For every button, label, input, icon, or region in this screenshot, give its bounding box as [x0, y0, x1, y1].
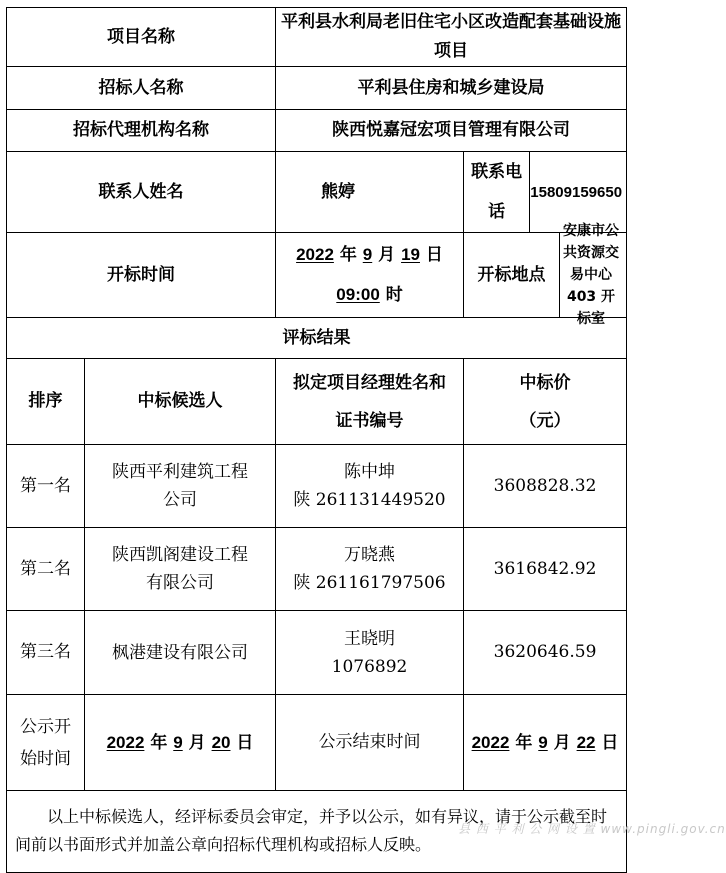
header-manager-line1: 拟定项目经理姓名和 — [293, 372, 446, 393]
project-name: 平利县水利局老旧住宅小区改造配套基础设施项目 — [276, 8, 627, 67]
candidate-price: 3608828.32 — [464, 445, 627, 528]
company-line2: 有限公司 — [146, 573, 214, 593]
header-price-line2: （元） — [519, 410, 571, 431]
company-line2: 公司 — [163, 490, 197, 510]
opening-place: 安康市公共资源交易中心 403 开标室 — [563, 223, 620, 327]
tenderer-name: 平利县住房和城乡建设局 — [276, 67, 627, 110]
site-watermark: 县 西 平 利 公 网 设 置 www.pingli.gov.cn — [458, 822, 726, 836]
publicity-start-date — [85, 695, 276, 791]
day-unit: 日 — [236, 732, 254, 753]
agency-label: 招标代理机构名称 — [7, 110, 276, 152]
day-unit: 日 — [425, 245, 443, 265]
manager-name: 万晓燕 — [344, 545, 395, 565]
tenderer-label: 招标人名称 — [7, 67, 276, 110]
project-row — [7, 8, 627, 67]
header-candidate: 中标候选人 — [85, 359, 276, 445]
month-unit: 月 — [378, 245, 396, 265]
header-manager-line2: 证书编号 — [335, 410, 404, 431]
candidate-row — [7, 611, 627, 695]
month-unit: 月 — [188, 732, 206, 753]
agency-row — [7, 110, 627, 152]
publicity-start-label-line2: 始时间 — [20, 748, 71, 769]
candidate-price: 3620646.59 — [464, 611, 627, 695]
publicity-end-date — [464, 695, 627, 791]
manager-cert: 陕 261131449520 — [293, 490, 446, 510]
header-price — [464, 359, 627, 445]
publicity-start-label-line1: 公示开 — [20, 716, 71, 737]
day-unit: 日 — [601, 732, 619, 753]
result-header-row — [7, 359, 627, 445]
contact-phone: 15809159650 — [530, 183, 623, 201]
candidate-rank: 第一名 — [7, 445, 85, 528]
bid-result-sheet — [6, 7, 626, 873]
manager-name: 王晓明 — [344, 628, 395, 649]
project-label: 项目名称 — [7, 8, 276, 67]
opening-day: 19 — [401, 245, 420, 264]
notice-text: 以上中标候选人，经评标委员会审定，并予以公示，如有异议，请于公示截至时间前以书面形式并加盖公章向招标代理机构或招标人反映。 — [7, 791, 627, 873]
year-unit: 年 — [150, 732, 168, 753]
candidate-row — [7, 528, 627, 611]
bid-result-table — [6, 7, 627, 873]
opening-time-label: 开标时间 — [7, 233, 276, 318]
tenderer-row — [7, 67, 627, 110]
candidate-company — [85, 528, 276, 611]
company-line1: 陕西平利建筑工程 — [112, 462, 248, 482]
result-title-row — [7, 318, 627, 359]
year-unit: 年 — [339, 245, 357, 265]
opening-place-cell — [464, 223, 627, 327]
manager-cert: 陕 261161797506 — [293, 573, 446, 593]
contact-row — [7, 152, 627, 233]
publicity-row — [7, 695, 627, 791]
result-title: 评标结果 — [7, 318, 627, 359]
end-day: 22 — [576, 732, 596, 752]
start-year: 2022 — [106, 732, 145, 752]
end-month: 9 — [538, 732, 548, 752]
opening-hour: 09:00 — [336, 285, 380, 304]
candidate-rank: 第二名 — [7, 528, 85, 611]
year-unit: 年 — [515, 732, 533, 753]
end-year: 2022 — [471, 732, 510, 752]
publicity-start-label — [7, 695, 85, 791]
opening-time — [276, 233, 464, 318]
candidate-manager — [276, 528, 464, 611]
manager-name: 陈中坤 — [344, 462, 395, 482]
candidate-price: 3616842.92 — [464, 528, 627, 611]
start-month: 9 — [173, 732, 183, 752]
publicity-end-label: 公示结束时间 — [276, 695, 464, 791]
header-rank: 排序 — [7, 359, 85, 445]
contact-name-label: 联系人姓名 — [7, 152, 276, 233]
company-line1: 枫港建设有限公司 — [112, 642, 248, 663]
candidate-row — [7, 445, 627, 528]
agency-name: 陕西悦嘉冠宏项目管理有限公司 — [276, 110, 627, 152]
opening-year: 2022 — [296, 245, 334, 264]
candidate-company — [85, 611, 276, 695]
candidate-company — [85, 445, 276, 528]
candidate-rank: 第三名 — [7, 611, 85, 695]
month-unit: 月 — [553, 732, 571, 753]
contact-name: 熊婷 — [276, 152, 464, 233]
hour-unit: 时 — [385, 285, 403, 305]
manager-cert: 1076892 — [331, 656, 408, 677]
header-manager — [276, 359, 464, 445]
opening-place-label: 开标地点 — [464, 233, 560, 317]
start-day: 20 — [211, 732, 231, 752]
contact-phone-label: 联系电话 — [464, 152, 530, 232]
company-line1: 陕西凯阁建设工程 — [112, 545, 248, 565]
candidate-manager — [276, 445, 464, 528]
opening-month: 9 — [362, 245, 373, 264]
opening-row — [7, 233, 627, 318]
candidate-manager — [276, 611, 464, 695]
header-price-line1: 中标价 — [519, 372, 571, 393]
